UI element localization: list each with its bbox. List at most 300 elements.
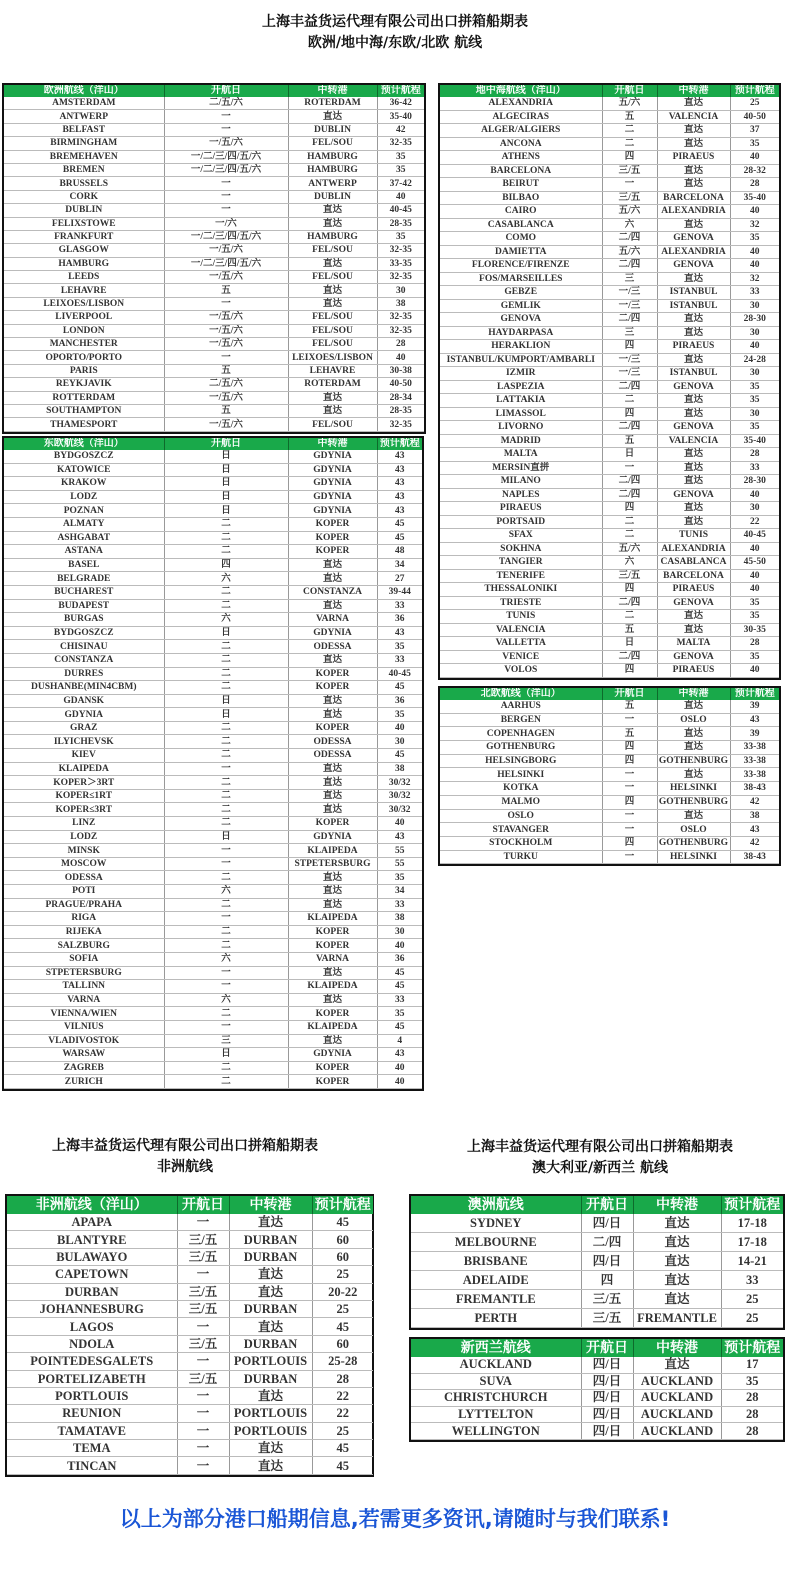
table-row [4, 190, 424, 203]
table-row [440, 151, 779, 165]
table-row [4, 517, 422, 531]
sailing-day-cell: 二 [602, 529, 657, 543]
table-row [4, 708, 422, 722]
sailing-day-cell: 四 [602, 754, 657, 768]
transit-port-cell: 直达 [288, 297, 377, 310]
table-row [4, 204, 424, 217]
port-cell: POZNAN [4, 504, 164, 518]
table-row [440, 421, 779, 435]
port-cell: GDANSK [4, 694, 164, 708]
port-cell: STOCKHOLM [440, 836, 602, 850]
port-cell: AARHUS [440, 700, 602, 713]
column-header: 预计航程 [377, 85, 424, 97]
transit-time-cell: 40-45 [377, 204, 424, 217]
transit-time-cell: 40 [730, 569, 779, 583]
transit-port-cell: FEL/SOU [288, 311, 377, 324]
transit-port-cell: 直达 [288, 599, 377, 613]
sailing-day-cell: 二 [164, 898, 288, 912]
transit-port-cell: CASABLANCA [657, 556, 730, 570]
port-cell: GOTHENBURG [440, 741, 602, 755]
sailing-day-cell: 三/五 [581, 1290, 633, 1309]
transit-port-cell: 直达 [657, 218, 730, 232]
port-cell: MANCHESTER [4, 338, 164, 351]
transit-port-cell: HAMBURG [288, 150, 377, 163]
transit-port-cell: PORTLOUIS [229, 1405, 312, 1422]
mediterranean-schedule-table [438, 83, 781, 680]
sailing-day-cell: 三/五 [602, 164, 657, 178]
table-row [440, 502, 779, 516]
transit-port-cell: 直达 [288, 391, 377, 404]
port-cell: THESSALONIKI [440, 583, 602, 597]
port-cell: BUDAPEST [4, 599, 164, 613]
sailing-day-cell: 一/三 [602, 367, 657, 381]
transit-time-cell: 35 [377, 230, 424, 243]
transit-port-cell: ISTANBUL [657, 299, 730, 313]
sailing-day-cell: 一 [164, 980, 288, 994]
port-cell: ATHENS [440, 151, 602, 165]
sailing-day-cell: 一 [602, 850, 657, 864]
transit-port-cell: KOPER [288, 1075, 377, 1089]
transit-time-cell: 40 [377, 351, 424, 364]
transit-port-cell: ODESSA [288, 749, 377, 763]
transit-time-cell: 40 [730, 488, 779, 502]
main-title-line1: 上海丰益货运代理有限公司出口拼箱船期表 [262, 14, 528, 30]
table-row [4, 830, 422, 844]
table-row [411, 1290, 783, 1309]
column-header: 中转港 [633, 1196, 721, 1214]
sailing-day-cell: 二/四 [602, 232, 657, 246]
table-row [7, 1387, 373, 1404]
transit-time-cell: 40 [377, 721, 422, 735]
transit-port-cell: 直达 [288, 284, 377, 297]
transit-time-cell: 25 [721, 1309, 783, 1328]
table-header-row [440, 85, 779, 97]
transit-time-cell: 35-40 [730, 191, 779, 205]
transit-port-cell: 直达 [288, 898, 377, 912]
aus-title-line1: 上海丰益货运代理有限公司出口拼箱船期表 [467, 1139, 733, 1155]
sailing-day-cell: 二 [164, 1075, 288, 1089]
transit-time-cell: 35 [730, 232, 779, 246]
port-cell: WELLINGTON [411, 1423, 581, 1440]
table-row [4, 871, 422, 885]
table-row [7, 1405, 373, 1422]
table-row [4, 885, 422, 899]
transit-time-cell: 30 [730, 326, 779, 340]
transit-time-cell: 30-35 [730, 623, 779, 637]
transit-port-cell: ALEXANDRIA [657, 245, 730, 259]
sailing-day-cell: 四/日 [581, 1390, 633, 1407]
transit-port-cell: PIRAEUS [657, 664, 730, 678]
port-cell: REUNION [7, 1405, 177, 1422]
port-cell: ALEXANDRIA [440, 97, 602, 110]
transit-time-cell: 32-35 [377, 311, 424, 324]
port-cell: BYDGOSZCZ [4, 626, 164, 640]
transit-port-cell: 直达 [288, 404, 377, 417]
port-cell: HELSINGBORG [440, 754, 602, 768]
transit-time-cell: 33 [377, 653, 422, 667]
port-cell: THAMESPORT [4, 418, 164, 431]
transit-port-cell: AUCKLAND [633, 1406, 721, 1423]
sailing-day-cell: 五 [602, 434, 657, 448]
transit-port-cell: FEL/SOU [288, 271, 377, 284]
column-header: 中转港 [657, 85, 730, 97]
transit-port-cell: GENOVA [657, 232, 730, 246]
port-cell: NAPLES [440, 488, 602, 502]
column-header: 地中海航线（洋山） [440, 85, 602, 97]
table-row [4, 776, 422, 790]
column-header: 预计航程 [721, 1196, 783, 1214]
port-cell: GLASGOW [4, 244, 164, 257]
port-cell: LIVERPOOL [4, 311, 164, 324]
transit-port-cell: 直达 [288, 762, 377, 776]
sailing-day-cell: 二 [164, 585, 288, 599]
sailing-day-cell: 三 [602, 272, 657, 286]
transit-time-cell: 22 [312, 1405, 373, 1422]
table-row [4, 721, 422, 735]
transit-time-cell: 40 [377, 1061, 422, 1075]
port-cell: ASHGABAT [4, 531, 164, 545]
port-cell: LASPEZIA [440, 380, 602, 394]
transit-port-cell: ODESSA [288, 735, 377, 749]
sailing-day-cell: 一 [164, 351, 288, 364]
transit-time-cell: 45 [377, 980, 422, 994]
transit-port-cell: 直达 [229, 1318, 312, 1335]
table-row [7, 1440, 373, 1457]
column-header: 新西兰航线 [411, 1339, 581, 1357]
transit-time-cell: 33 [730, 461, 779, 475]
transit-port-cell: 直达 [288, 558, 377, 572]
sailing-day-cell: 二 [164, 1061, 288, 1075]
australia-schedule-table [409, 1194, 785, 1330]
transit-time-cell: 43 [730, 823, 779, 837]
table-row [4, 857, 422, 871]
port-cell: LIVORNO [440, 421, 602, 435]
sailing-day-cell: 四 [602, 340, 657, 354]
transit-time-cell: 40 [377, 939, 422, 953]
transit-port-cell: KLAIPEDA [288, 1020, 377, 1034]
transit-time-cell: 28 [312, 1370, 373, 1387]
port-cell: IZMIR [440, 367, 602, 381]
transit-port-cell: ALEXANDRIA [657, 205, 730, 219]
transit-time-cell: 43 [377, 490, 422, 504]
port-cell: CASABLANCA [440, 218, 602, 232]
transit-port-cell: DUBLIN [288, 123, 377, 136]
sailing-day-cell: 二 [164, 1007, 288, 1021]
transit-time-cell: 45 [377, 531, 422, 545]
table-row [440, 768, 779, 782]
table-row [440, 741, 779, 755]
transit-time-cell: 36 [377, 952, 422, 966]
sailing-day-cell: 二/五/六 [164, 97, 288, 110]
transit-port-cell: 直达 [657, 610, 730, 624]
sailing-day-cell: 日 [602, 448, 657, 462]
port-cell: TALLINN [4, 980, 164, 994]
port-cell: CORK [4, 190, 164, 203]
table-row [440, 754, 779, 768]
table-row [4, 572, 422, 586]
transit-time-cell: 35-40 [730, 434, 779, 448]
transit-port-cell: 直达 [229, 1266, 312, 1283]
port-cell: HELSINKI [440, 768, 602, 782]
transit-time-cell: 43 [377, 626, 422, 640]
transit-port-cell: GDYNIA [288, 477, 377, 491]
port-cell: LINZ [4, 817, 164, 831]
aus-title [410, 1137, 790, 1179]
table-row [4, 762, 422, 776]
table-row [4, 477, 422, 491]
transit-time-cell: 4 [377, 1034, 422, 1048]
port-cell: APAPA [7, 1214, 177, 1231]
column-header: 开航日 [602, 85, 657, 97]
table-row [4, 531, 422, 545]
transit-port-cell: 直达 [633, 1290, 721, 1309]
table-row [4, 284, 424, 297]
port-cell: MALTA [440, 448, 602, 462]
transit-time-cell: 35 [377, 163, 424, 176]
transit-time-cell: 17-18 [721, 1233, 783, 1252]
transit-port-cell: 直达 [657, 700, 730, 713]
sailing-day-cell: 一 [602, 809, 657, 823]
transit-port-cell: 直达 [229, 1214, 312, 1231]
transit-time-cell: 40 [730, 583, 779, 597]
table-row [4, 980, 422, 994]
table-row [440, 434, 779, 448]
sailing-day-cell: 一/二/三/四/五/六 [164, 257, 288, 270]
table-row [4, 378, 424, 391]
sailing-day-cell: 四 [602, 664, 657, 678]
transit-time-cell: 35 [730, 394, 779, 408]
sailing-day-cell: 三/五 [177, 1335, 229, 1352]
transit-time-cell: 28 [730, 448, 779, 462]
transit-time-cell: 40 [730, 205, 779, 219]
sailing-day-cell: 四/日 [581, 1423, 633, 1440]
table-row [411, 1423, 783, 1440]
transit-port-cell: GDYNIA [288, 463, 377, 477]
table-row [440, 823, 779, 837]
sailing-day-cell: 三/五 [177, 1283, 229, 1300]
table-row [4, 1075, 422, 1089]
sailing-day-cell: 二/四 [602, 421, 657, 435]
transit-port-cell: 直达 [657, 272, 730, 286]
table-row [440, 326, 779, 340]
transit-time-cell: 30/32 [377, 789, 422, 803]
table-row [7, 1266, 373, 1283]
port-cell: CHRISTCHURCH [411, 1390, 581, 1407]
port-cell: TAMATAVE [7, 1422, 177, 1439]
transit-port-cell: 直达 [657, 461, 730, 475]
transit-port-cell: KOPER [288, 681, 377, 695]
transit-port-cell: 直达 [657, 727, 730, 741]
transit-time-cell: 43 [377, 830, 422, 844]
transit-time-cell: 28-34 [377, 391, 424, 404]
sailing-day-cell: 一/三 [602, 286, 657, 300]
table-row [4, 653, 422, 667]
transit-time-cell: 30 [377, 284, 424, 297]
table-row [4, 817, 422, 831]
transit-time-cell: 43 [377, 450, 422, 463]
port-cell: TANGIER [440, 556, 602, 570]
sailing-day-cell: 三/五 [602, 569, 657, 583]
table-row [4, 599, 422, 613]
sailing-day-cell: 一/五/六 [164, 391, 288, 404]
transit-port-cell: FEL/SOU [288, 244, 377, 257]
sailing-day-cell: 一 [602, 782, 657, 796]
transit-port-cell: VALENCIA [657, 434, 730, 448]
port-cell: ALMATY [4, 517, 164, 531]
sailing-day-cell: 日 [164, 708, 288, 722]
port-cell: DUBLIN [4, 204, 164, 217]
sailing-day-cell: 二 [164, 599, 288, 613]
transit-port-cell: GOTHENBURG [658, 838, 729, 849]
transit-time-cell: 40-50 [730, 110, 779, 124]
transit-time-cell: 28-35 [377, 404, 424, 417]
nz-table-grid [411, 1339, 783, 1440]
sailing-day-cell: 六 [164, 952, 288, 966]
port-cell: AMSTERDAM [4, 97, 164, 110]
transit-port-cell: 直达 [657, 394, 730, 408]
table-row [440, 623, 779, 637]
transit-port-cell: GDYNIA [288, 490, 377, 504]
transit-port-cell: 直达 [288, 885, 377, 899]
sailing-day-cell: 二/四 [602, 650, 657, 664]
port-cell: SOUTHAMPTON [4, 404, 164, 417]
sailing-day-cell: 二 [164, 925, 288, 939]
transit-time-cell: 35 [377, 871, 422, 885]
table-header-row [4, 438, 422, 450]
transit-port-cell: 直达 [288, 217, 377, 230]
sailing-day-cell: 一/二/三/四/五/六 [164, 163, 288, 176]
table-row [4, 297, 424, 310]
transit-time-cell: 39 [730, 700, 779, 713]
transit-port-cell: KOPER [288, 667, 377, 681]
port-cell: FOS/MARSEILLES [440, 272, 602, 286]
column-header: 非洲航线（洋山） [7, 1196, 177, 1214]
port-cell: VALENCIA [440, 623, 602, 637]
transit-time-cell: 25 [730, 97, 779, 110]
transit-time-cell: 40 [377, 817, 422, 831]
port-cell: CAIRO [440, 205, 602, 219]
column-header: 开航日 [177, 1196, 229, 1214]
transit-time-cell: 42 [730, 795, 779, 809]
table-row [440, 407, 779, 421]
port-cell: GEBZE [440, 286, 602, 300]
table-row [4, 844, 422, 858]
transit-port-cell: GDYNIA [288, 626, 377, 640]
table-row [7, 1231, 373, 1248]
port-cell: SYDNEY [411, 1214, 581, 1233]
sailing-day-cell: 日 [164, 504, 288, 518]
sailing-day-cell: 一/五/六 [164, 324, 288, 337]
table-row [440, 299, 779, 313]
port-cell: REYKJAVIK [4, 378, 164, 391]
transit-time-cell: 30 [730, 367, 779, 381]
column-header: 中转港 [657, 688, 730, 700]
sailing-day-cell: 一 [177, 1405, 229, 1422]
transit-port-cell: 直达 [288, 110, 377, 123]
sailing-day-cell: 一 [177, 1387, 229, 1404]
transit-time-cell: 35 [721, 1373, 783, 1390]
transit-port-cell: KOPER [288, 1007, 377, 1021]
table-row [4, 150, 424, 163]
sailing-day-cell: 五/六 [602, 205, 657, 219]
europe-schedule-table [2, 83, 426, 434]
transit-time-cell: 40 [377, 1075, 422, 1089]
table-row [4, 735, 422, 749]
transit-port-cell: 直达 [229, 1440, 312, 1457]
transit-time-cell: 28-30 [730, 313, 779, 327]
transit-time-cell: 32 [730, 218, 779, 232]
sailing-day-cell: 二 [164, 789, 288, 803]
transit-time-cell: 35 [377, 708, 422, 722]
transit-port-cell: 直达 [288, 204, 377, 217]
transit-port-cell: GENOVA [657, 650, 730, 664]
transit-port-cell: ISTANBUL [657, 367, 730, 381]
sailing-day-cell: 五 [602, 700, 657, 713]
port-cell: SOKHNA [440, 542, 602, 556]
sailing-day-cell: 六 [602, 218, 657, 232]
transit-port-cell: 直达 [657, 124, 730, 138]
sailing-day-cell: 二 [164, 545, 288, 559]
transit-port-cell: DURBAN [229, 1248, 312, 1265]
port-cell: ANCONA [440, 137, 602, 151]
table-row [4, 898, 422, 912]
sailing-day-cell: 二/四 [602, 259, 657, 273]
africa-title-line2: 非洲航线 [157, 1159, 213, 1175]
transit-port-cell: 直达 [633, 1357, 721, 1373]
table-row [440, 97, 779, 110]
transit-time-cell: 17 [721, 1357, 783, 1373]
sailing-day-cell: 日 [164, 450, 288, 463]
port-cell: KOPER≤1RT [4, 789, 164, 803]
table-row [411, 1390, 783, 1407]
port-cell: LYTTELTON [411, 1406, 581, 1423]
transit-port-cell: ALEXANDRIA [657, 542, 730, 556]
sailing-day-cell: 一 [602, 178, 657, 192]
table-row [440, 394, 779, 408]
table-header-row [7, 1196, 373, 1214]
port-cell: LATTAKIA [440, 394, 602, 408]
transit-time-cell: 43 [730, 713, 779, 727]
transit-time-cell: 55 [377, 844, 422, 858]
sailing-day-cell: 一/六 [164, 217, 288, 230]
port-cell: ZAGREB [4, 1061, 164, 1075]
transit-port-cell: 直达 [288, 694, 377, 708]
sailing-day-cell: 四 [602, 795, 657, 809]
transit-port-cell: 直达 [288, 789, 377, 803]
port-cell: DAMIETTA [440, 245, 602, 259]
transit-port-cell: ROTERDAM [288, 378, 377, 391]
transit-time-cell: 55 [377, 857, 422, 871]
transit-port-cell: DURBAN [229, 1231, 312, 1248]
port-cell: MERSIN直拼 [440, 461, 602, 475]
transit-time-cell: 33-38 [730, 754, 779, 768]
port-cell: GEMLIK [440, 299, 602, 313]
port-cell: KATOWICE [4, 463, 164, 477]
transit-time-cell: 45 [377, 966, 422, 980]
port-cell: PORTSAID [440, 515, 602, 529]
port-cell: VALLETTA [440, 637, 602, 651]
transit-port-cell: GDYNIA [288, 504, 377, 518]
port-cell: LEHAVRE [4, 284, 164, 297]
transit-time-cell: 36 [377, 613, 422, 627]
transit-time-cell: 32-35 [377, 324, 424, 337]
sailing-day-cell: 五 [164, 364, 288, 377]
transit-port-cell: 直达 [657, 326, 730, 340]
sailing-day-cell: 日 [164, 830, 288, 844]
transit-port-cell: 直达 [288, 1034, 377, 1048]
transit-time-cell: 45 [312, 1457, 373, 1474]
transit-time-cell: 33 [721, 1271, 783, 1290]
